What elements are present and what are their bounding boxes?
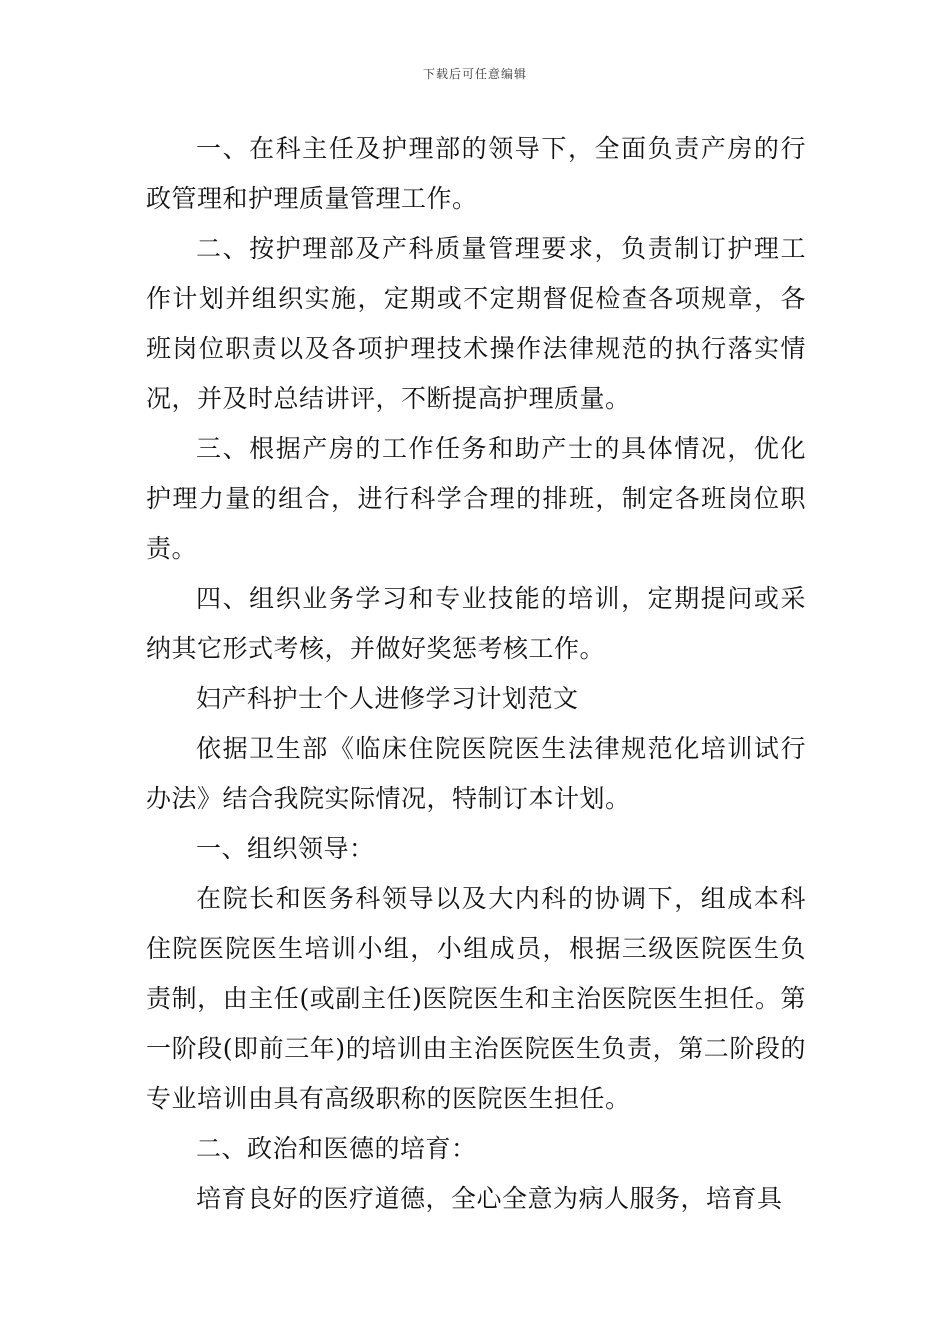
paragraph-duty-4: 四、组织业务学习和专业技能的培训，定期提问或采纳其它形式考核，并做好奖惩考核工作。 xyxy=(146,584,806,663)
paragraph-duty-1: 一、在科主任及护理部的领导下，全面负责产房的行政管理和护理质量管理工作。 xyxy=(146,134,806,213)
paragraph-intro: 依据卫生部《临床住院医院医生法律规范化培训试行办法》结合我院实际情况，特制订本计划。 xyxy=(146,734,806,813)
paragraph-duty-3: 三、根据产房的工作任务和助产士的具体情况，优化护理力量的组合，进行科学合理的排班，制定各班岗位职责。 xyxy=(146,434,806,563)
page-header: 下载后可任意编辑 xyxy=(422,67,527,81)
heading-ethics: 二、政治和医德的培育： xyxy=(196,1134,477,1163)
paragraph-organization: 在院长和医务科领导以及大内科的协调下，组成本科住院医院医生培训小组，小组成员，根据三级医院医生负责制，由主任(或副主任)医院医生和主治医院医生担任。第一阶段(即前三年)的培训由主治医院医生负责，第二阶段的专业培训由具有高级职称的医院医生担任。 xyxy=(146,884,806,1113)
heading-organization: 一、组织领导： xyxy=(196,834,375,863)
document-body xyxy=(146,124,806,1224)
paragraph-duty-2: 二、按护理部及产科质量管理要求，负责制订护理工作计划并组织实施，定期或不定期督促检查各项规章，各班岗位职责以及各项护理技术操作法律规范的执行落实情况，并及时总结讲评，不断提高护理质量。 xyxy=(146,234,806,413)
paragraph-ethics: 培育良好的医疗道德，全心全意为病人服务，培育具 xyxy=(196,1184,783,1213)
section-title: 妇产科护士个人进修学习计划范文 xyxy=(196,684,579,713)
